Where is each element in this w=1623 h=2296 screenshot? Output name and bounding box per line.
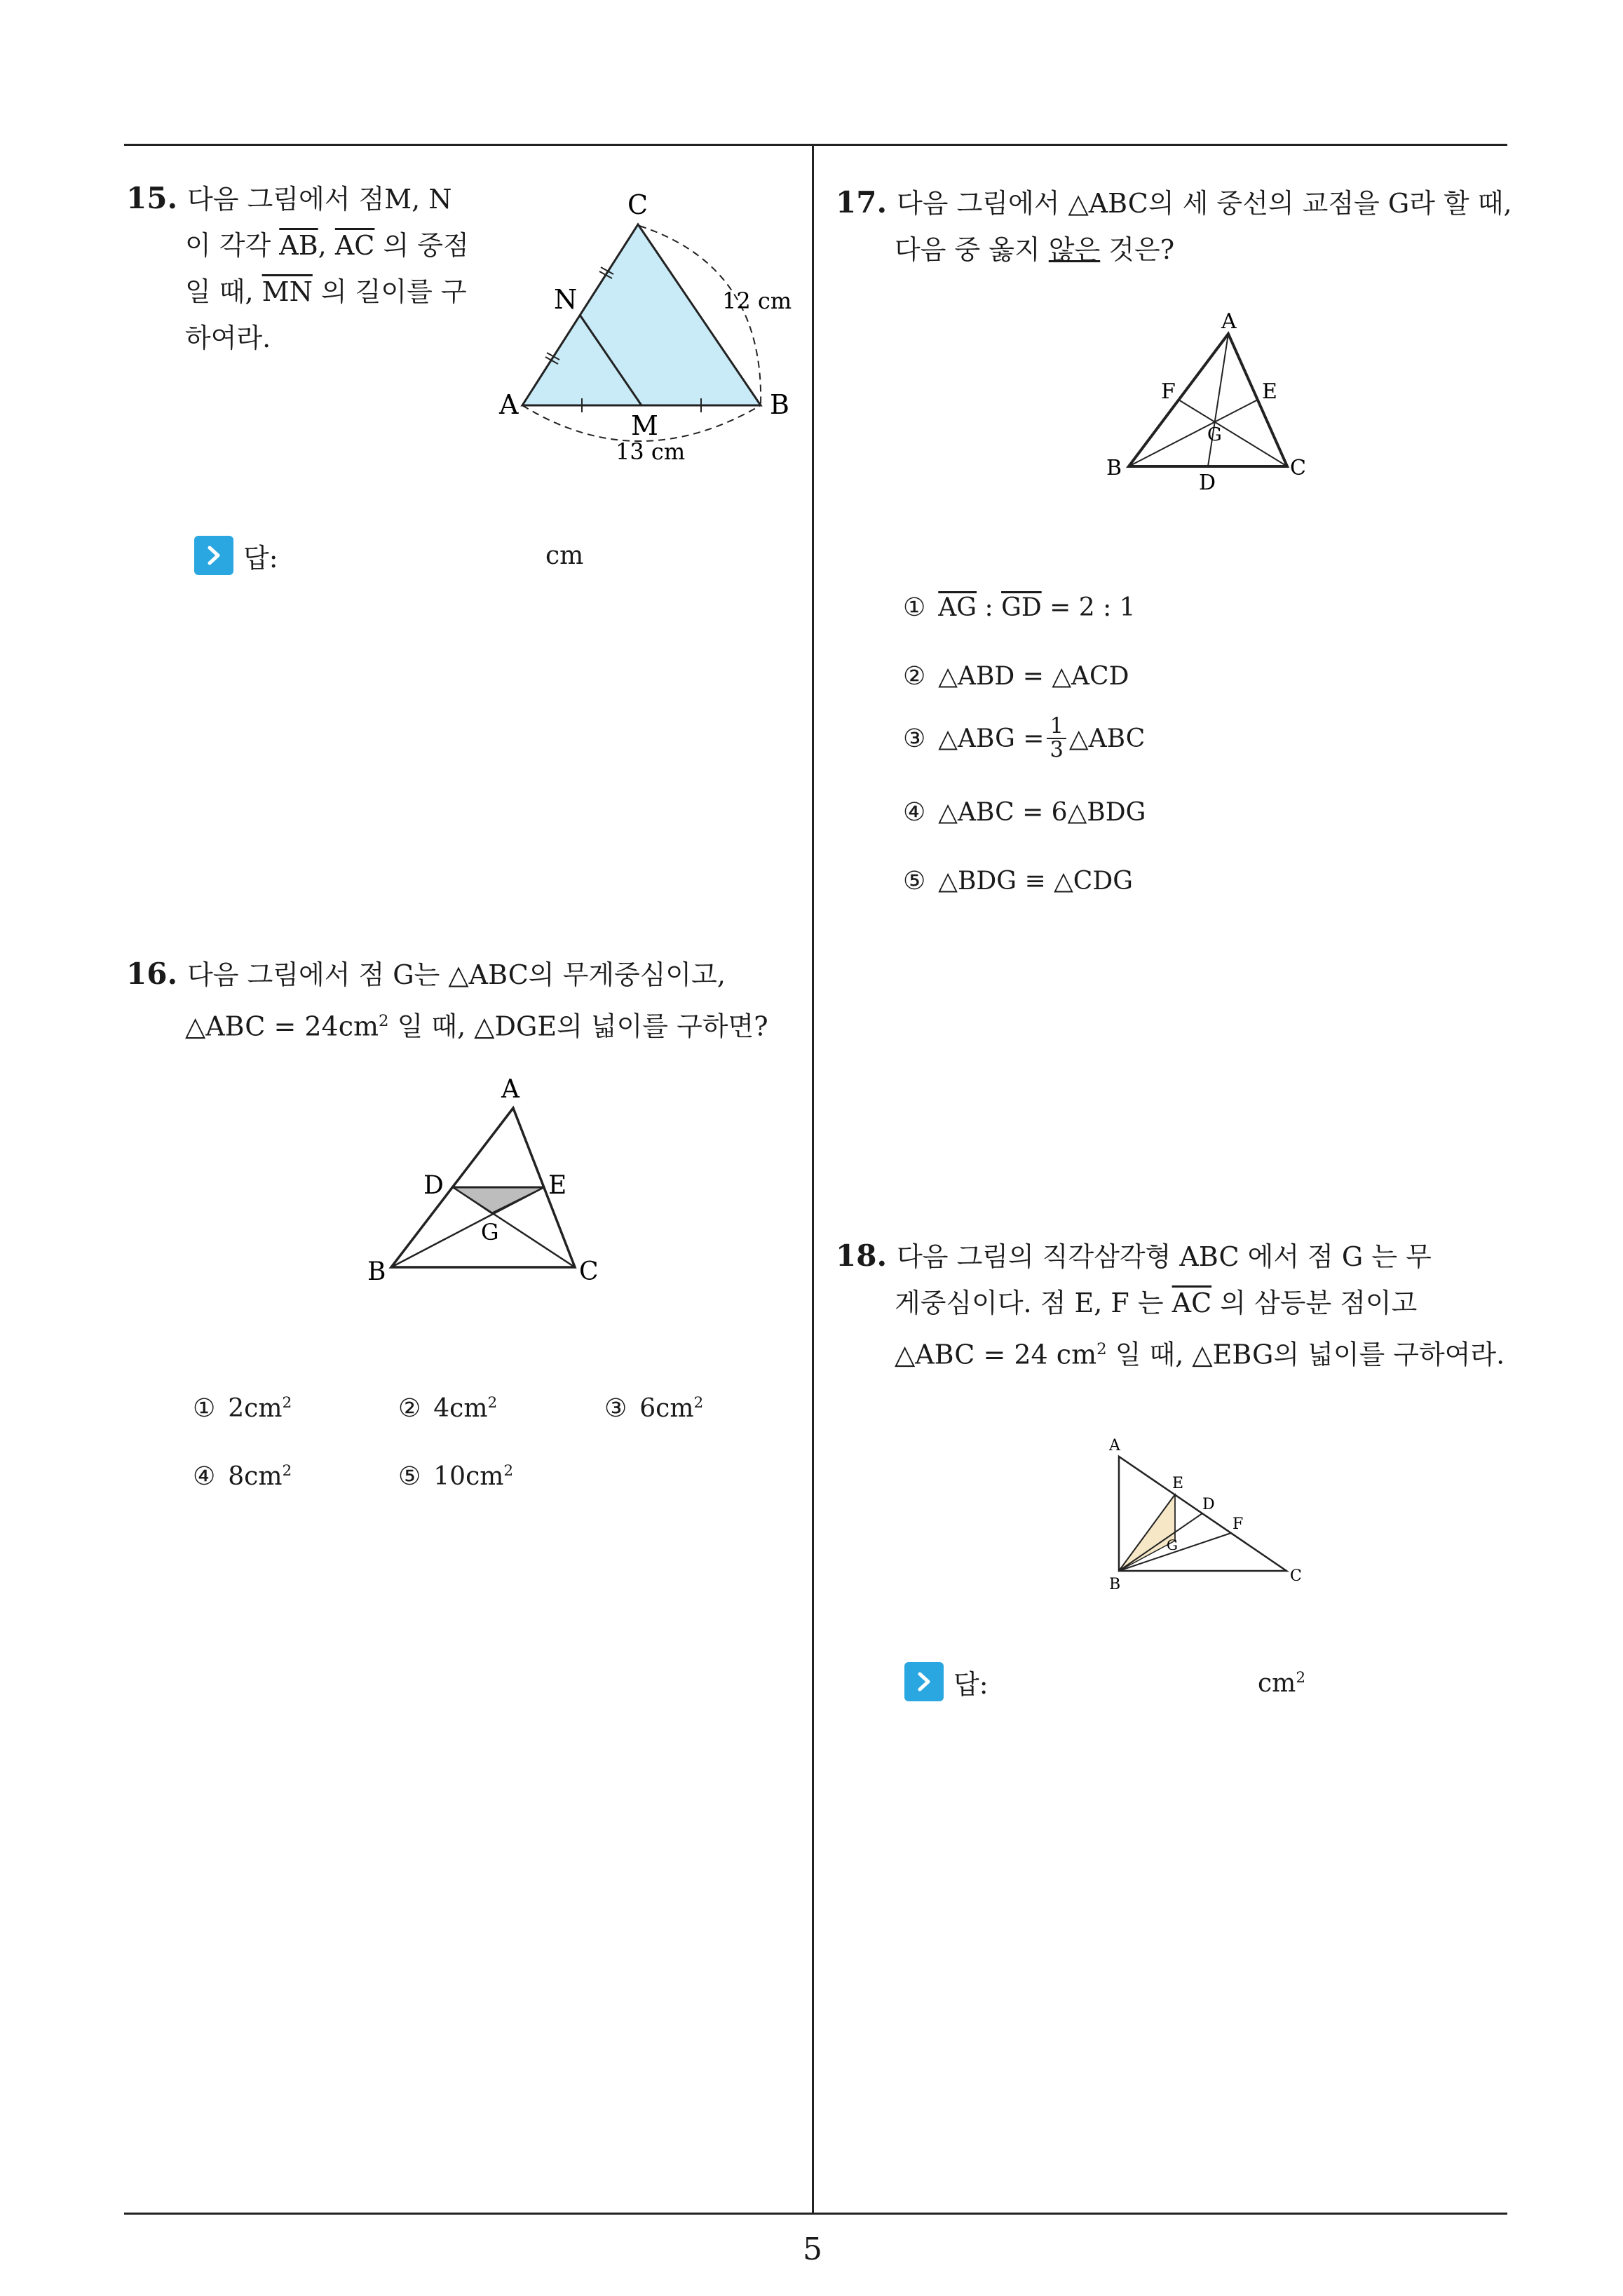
q16-choice-4[interactable]: ④ $8cm^2$	[193, 1462, 292, 1491]
question-number: 16.	[126, 957, 178, 991]
label-b: B	[367, 1257, 386, 1286]
label-n: N	[554, 284, 578, 315]
question-15: 15. 다음 그림에서 점M, N 이 각각 $\overline{AB}$, $\overline{AC}$ 의 중점 일 때, $\overline{MN}$ 의 길이를 구 하여라.	[126, 181, 469, 353]
label-e: E	[548, 1171, 567, 1200]
q17-choice-3[interactable]: ③ △ABG = $\frac{1}{3}$ △ABC	[903, 714, 1146, 763]
q16-choice-3[interactable]: ③ $6cm^2$	[604, 1394, 704, 1423]
label-e: E	[1262, 379, 1277, 404]
label-e: E	[1172, 1475, 1184, 1492]
q16-choice-1[interactable]: ① $2cm^2$	[193, 1394, 292, 1423]
label-f: F	[1161, 379, 1176, 404]
answer-arrow-icon	[904, 1662, 944, 1701]
label-c: C	[627, 189, 648, 220]
q17-choice-5[interactable]: ⑤ △BDG ≡ △CDG	[903, 867, 1133, 896]
answer-label: 답:	[953, 1668, 989, 1700]
q16-triangle-figure	[358, 1073, 624, 1297]
q17-choice-4[interactable]: ④ △ABC = 6△BDG	[903, 798, 1146, 827]
label-side-ab: 13 cm	[616, 438, 686, 465]
q18-unit: $cm^2$	[1258, 1669, 1306, 1698]
label-g: G	[481, 1219, 499, 1245]
label-g: G	[1207, 424, 1222, 445]
question-number: 15.	[126, 181, 178, 215]
q15-answer-row	[194, 536, 285, 575]
question-number: 17.	[836, 185, 888, 220]
fraction-one-third: $\frac{1}{3}$	[1047, 715, 1066, 762]
q17-choice-2[interactable]: ② △ABD = △ACD	[903, 662, 1129, 691]
label-f: F	[1232, 1515, 1244, 1533]
label-a: A	[1221, 309, 1237, 334]
label-a: A	[1109, 1437, 1120, 1454]
shaded-triangle-dge	[453, 1187, 544, 1213]
question-18: 18. 다음 그림의 직각삼각형 ABC 에서 점 G 는 무 게중심이다. 점 E, F 는 $\overline{AC}$ 의 삼등분 점이고 △ABC = 24 $cm^2$ 일 때, △EBG의 넓이를 구하여라.	[836, 1238, 1505, 1370]
top-rule	[124, 144, 1507, 146]
label-a: A	[499, 389, 519, 420]
question-17: 17. 다음 그림에서 △ABC의 세 중선의 교점을 G라 할 때, 다음 중 옳지 않은 것은?	[836, 185, 1512, 265]
label-side-bc: 12 cm	[722, 288, 792, 314]
label-d: D	[1199, 471, 1216, 495]
q18-answer-row	[904, 1662, 996, 1701]
question-16: 16. 다음 그림에서 점 G는 △ABC의 무게중심이고, △ABC = $24cm^2$ 일 때, △DGE의 넓이를 구하면?	[126, 957, 768, 1042]
page-number: 5	[803, 2231, 822, 2267]
label-c: C	[1290, 456, 1306, 480]
q15-triangle-figure	[491, 182, 813, 477]
label-m: M	[631, 410, 658, 441]
answer-label: 답:	[243, 542, 278, 574]
label-a: A	[501, 1075, 520, 1104]
label-b: B	[1109, 1576, 1121, 1593]
q17-triangle-figure	[1094, 309, 1318, 498]
triangle-abc	[522, 224, 761, 405]
label-c: C	[579, 1257, 599, 1286]
q18-triangle-figure	[1094, 1431, 1318, 1599]
q18-answer-blank[interactable]	[1005, 1662, 1243, 1701]
q16-choice-5[interactable]: ⑤ $10cm^2$	[398, 1462, 514, 1491]
answer-arrow-icon	[194, 536, 233, 575]
label-g: G	[1167, 1537, 1178, 1553]
bottom-rule	[124, 2213, 1507, 2215]
q17-choice-1[interactable]: ① $\overline{AG}$ : $\overline{GD} = 2$ : 1	[903, 593, 1136, 622]
question-number: 18.	[836, 1238, 888, 1273]
q16-choice-2[interactable]: ② $4cm^2$	[398, 1394, 498, 1423]
q15-unit: cm	[545, 541, 584, 570]
label-d: D	[423, 1171, 444, 1200]
label-b: B	[1106, 456, 1122, 480]
label-c: C	[1290, 1567, 1302, 1585]
q15-answer-blank[interactable]	[294, 536, 533, 575]
label-b: B	[770, 389, 789, 420]
label-d: D	[1202, 1496, 1215, 1513]
